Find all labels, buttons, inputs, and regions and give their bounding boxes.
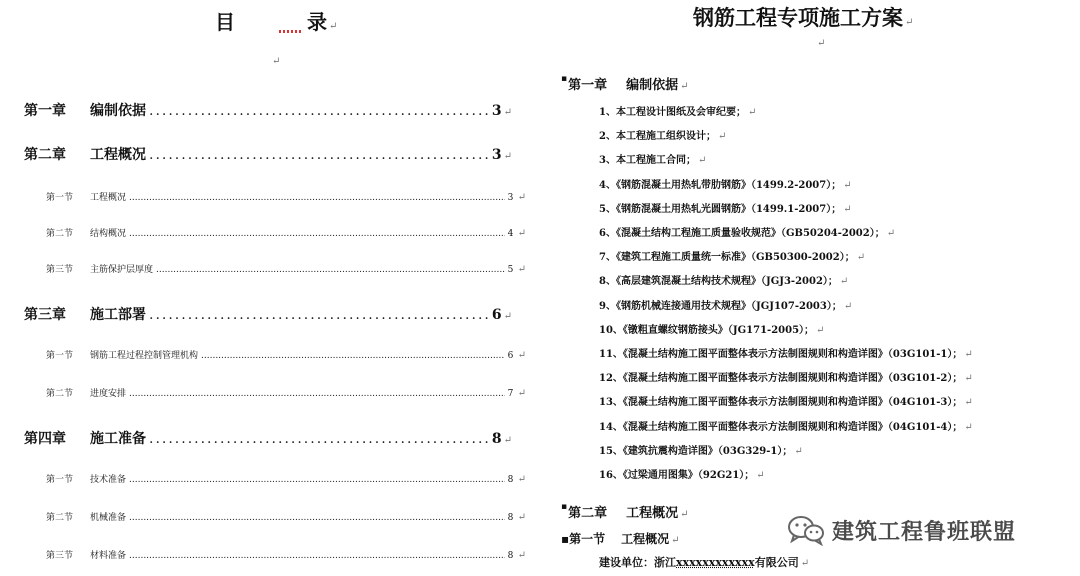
toc-title-char-2: 录 [307, 10, 327, 34]
toc-entry-number: 第二节 [46, 229, 74, 239]
reference-item [599, 248, 865, 263]
paragraph-mark: ↵ [517, 228, 526, 239]
toc-title-char-1: 目 [215, 10, 235, 34]
toc-entry-number: 第三节 [46, 551, 74, 561]
watermark [786, 514, 1016, 546]
watermark-text: 建筑工程鲁班联盟 [832, 519, 1017, 545]
bullet-icon: ▪ [561, 532, 570, 546]
reference-item [599, 345, 973, 360]
toc-chapter-row[interactable] [24, 100, 512, 120]
reference-text: 2、本工程施工组织设计； [599, 131, 716, 143]
wechat-icon [786, 514, 826, 546]
paragraph-mark: ↵ [517, 512, 526, 523]
bullet-icon: ▪ [561, 502, 568, 512]
reference-text: 13、《混凝土结构施工图平面整体表示方法制图规则和构造详图》（04G101-3）； [599, 397, 963, 409]
reference-text: 16、《过梁通用图集》（92G21）； [599, 470, 755, 481]
chapter-2-number: 第二章 [568, 506, 608, 521]
toc-entry-number: 第二节 [46, 513, 74, 523]
toc-entry-title: 施工准备 [90, 431, 146, 447]
paragraph-mark: ↵ [817, 38, 826, 49]
toc-entry-title: 工程概况 [90, 193, 127, 203]
paragraph-mark: ↵ [886, 228, 896, 239]
paragraph-mark: ↵ [503, 107, 512, 118]
paragraph-mark: ↵ [503, 311, 512, 322]
toc-entry-number: 第一节 [46, 193, 74, 203]
paragraph-mark: ↵ [517, 350, 526, 361]
toc-entry-number: 第二章 [24, 147, 66, 163]
paragraph-mark: ↵ [517, 550, 526, 561]
toc-entry-number: 第三节 [46, 265, 74, 275]
toc-section-row[interactable] [46, 262, 526, 275]
toc-entry-page: 5 [507, 265, 514, 275]
paragraph-mark: ↵ [964, 373, 973, 385]
toc-entry-page: 8 [507, 551, 514, 561]
toc-dot-leader [129, 551, 505, 561]
toc-entry-title: 工程概况 [90, 147, 146, 163]
reference-text: 7、《建筑工程施工质量统一标准》（GB50300-2002）； [599, 252, 855, 264]
paragraph-mark: ↵ [794, 445, 803, 457]
toc-dot-leader [129, 475, 505, 485]
reference-item [599, 127, 726, 142]
reference-item [599, 176, 852, 191]
paragraph-mark: ↵ [756, 470, 765, 481]
paragraph-mark: ↵ [843, 203, 852, 215]
reference-text: 12、《混凝土结构施工图平面整体表示方法制图规则和构造详图》（03G101-2）； [599, 373, 963, 385]
toc-entry-title: 主筋保护层厚度 [90, 265, 154, 275]
reference-item [599, 418, 973, 433]
reference-text: 5、《钢筋混凝土用热轧光圆钢筋》（1499.1-2007）； [599, 203, 842, 215]
paragraph-mark: ↵ [717, 131, 727, 143]
toc-entry-page: 8 [507, 513, 514, 523]
plan-title [693, 2, 913, 32]
toc-entry-page: 4 [507, 229, 514, 239]
section-1-heading [561, 530, 680, 547]
toc-entry-title: 技术准备 [90, 475, 127, 485]
reference-item [599, 442, 803, 457]
toc-entry-title: 结构概况 [90, 229, 127, 239]
toc-entry-page: 8 [507, 475, 514, 485]
toc-entry-title: 进度安排 [90, 389, 127, 399]
paragraph-mark: ↵ [697, 155, 707, 167]
toc-dot-leader [129, 513, 505, 523]
paragraph-mark: ↵ [964, 349, 973, 360]
toc-section-row[interactable] [46, 226, 526, 239]
toc-entry-page: 3 [507, 193, 514, 203]
toc-entry-page: 3 [491, 147, 502, 163]
toc-section-row[interactable] [46, 348, 526, 361]
reference-text: 8、《高层建筑混凝土结构技术规程》（JGJ3-2002）； [599, 276, 838, 288]
chapter-1-heading [561, 74, 689, 93]
paragraph-mark: ↵ [272, 56, 281, 67]
toc-entry-title: 钢筋工程过程控制管理机构 [90, 351, 199, 361]
reference-text: 11、《混凝土结构施工图平面整体表示方法制图规则和构造详图》（03G101-1）； [599, 349, 963, 360]
reference-item [599, 103, 756, 118]
toc-entry-number: 第二节 [46, 389, 74, 399]
builder-suffix: 有限公司 [754, 556, 799, 569]
paragraph-mark: ↵ [503, 151, 512, 162]
toc-dot-leader [129, 193, 505, 203]
reference-text: 15、《建筑抗震构造详图》（03G329-1）； [599, 445, 793, 457]
paragraph-mark: ↵ [816, 324, 825, 336]
paragraph-mark: ↵ [517, 474, 526, 485]
toc-entry-page: 7 [507, 389, 514, 399]
toc-section-row[interactable] [46, 190, 526, 203]
toc-dot-leader [129, 229, 505, 239]
reference-text: 10、《镦粗直螺纹钢筋接头》（JG171-2005）； [599, 324, 815, 336]
toc-dot-leader [149, 431, 489, 447]
paragraph-mark: ↵ [680, 81, 689, 92]
toc-chapter-row[interactable] [24, 144, 512, 164]
toc-dot-leader [129, 389, 505, 399]
paragraph-mark: ↵ [680, 509, 689, 520]
toc-chapter-row[interactable] [24, 304, 512, 324]
toc-section-row[interactable] [46, 510, 526, 523]
reference-item [599, 369, 973, 384]
chapter-1-title: 编制依据 [626, 78, 679, 93]
toc-entry-page: 6 [507, 351, 514, 361]
reference-text: 14、《混凝土结构施工图平面整体表示方法制图规则和构造详图》（04G101-4）； [599, 421, 963, 433]
toc-entry-title: 施工部署 [90, 307, 146, 323]
reference-item [599, 321, 824, 336]
bullet-icon: ▪ [561, 74, 568, 84]
toc-entry-title: 材料准备 [90, 551, 127, 561]
toc-entry-number: 第四章 [24, 431, 66, 447]
paragraph-mark: ↵ [517, 192, 526, 203]
toc-entry-number: 第一章 [24, 103, 66, 119]
reference-text: 6、《混凝土结构工程施工质量验收规范》（GB50204-2002）； [599, 228, 885, 239]
chapter-2-heading [561, 502, 689, 521]
reference-text: 3、本工程施工合同； [599, 155, 696, 167]
paragraph-mark: ↵ [503, 435, 512, 446]
toc-dot-leader [156, 265, 505, 275]
plan-title-text: 钢筋工程专项施工方案 [693, 5, 903, 30]
toc-dot-leader [149, 147, 489, 163]
section-1-number: 第一节 [569, 532, 606, 546]
toc-section-row[interactable] [46, 386, 526, 399]
toc-dot-leader [149, 307, 489, 323]
toc-dot-leader [149, 103, 489, 119]
builder-line [599, 554, 809, 570]
paragraph-mark: ↵ [856, 252, 866, 264]
toc-entry-page: 3 [491, 103, 502, 119]
paragraph-mark: ↵ [964, 397, 973, 409]
toc-entry-number: 第一节 [46, 475, 74, 485]
paragraph-mark: ↵ [671, 535, 680, 546]
toc-section-row[interactable] [46, 548, 526, 561]
paragraph-mark: ↵ [839, 276, 849, 288]
paragraph-mark: ↵ [905, 17, 914, 28]
paragraph-mark: ↵ [329, 21, 338, 32]
chapter-2-title: 工程概况 [626, 506, 679, 521]
plan-page [555, 0, 1080, 576]
chapter-1-number: 第一章 [568, 78, 608, 93]
toc-section-row[interactable] [46, 472, 526, 485]
toc-title [215, 6, 337, 35]
toc-entry-number: 第三章 [24, 307, 66, 323]
toc-entry-title: 机械准备 [90, 513, 127, 523]
paragraph-mark: ↵ [843, 300, 853, 312]
paragraph-mark: ↵ [843, 179, 852, 191]
toc-chapter-row[interactable] [24, 428, 512, 448]
builder-masked-name: xxxxxxxxxxxx [676, 556, 755, 569]
reference-text: 1、本工程设计图纸及会审纪要； [599, 107, 746, 118]
paragraph-mark: ↵ [747, 107, 757, 118]
section-1-title: 工程概况 [621, 532, 670, 546]
paragraph-mark: ↵ [800, 558, 810, 569]
reference-item [599, 297, 852, 312]
reference-item [599, 466, 765, 481]
builder-label: 建设单位：浙江 [599, 556, 676, 569]
reference-text: 4、《钢筋混凝土用热轧带肋钢筋》（1499.2-2007）； [599, 179, 842, 191]
toc-entry-number: 第一节 [46, 351, 74, 361]
paragraph-mark: ↵ [517, 388, 526, 399]
reference-text: 9、《钢筋机械连接通用技术规程》（JGJ107-2003）； [599, 300, 842, 312]
paragraph-mark: ↵ [964, 421, 973, 433]
toc-dot-leader [201, 351, 505, 361]
reference-item [599, 224, 895, 239]
toc-entry-page: 8 [491, 431, 502, 447]
reference-item [599, 272, 848, 287]
paragraph-mark: ↵ [517, 264, 526, 275]
toc-entry-title: 编制依据 [90, 103, 146, 119]
toc-entry-page: 6 [491, 307, 502, 323]
reference-item [599, 200, 852, 215]
reference-item [599, 393, 973, 408]
reference-item [599, 151, 706, 166]
